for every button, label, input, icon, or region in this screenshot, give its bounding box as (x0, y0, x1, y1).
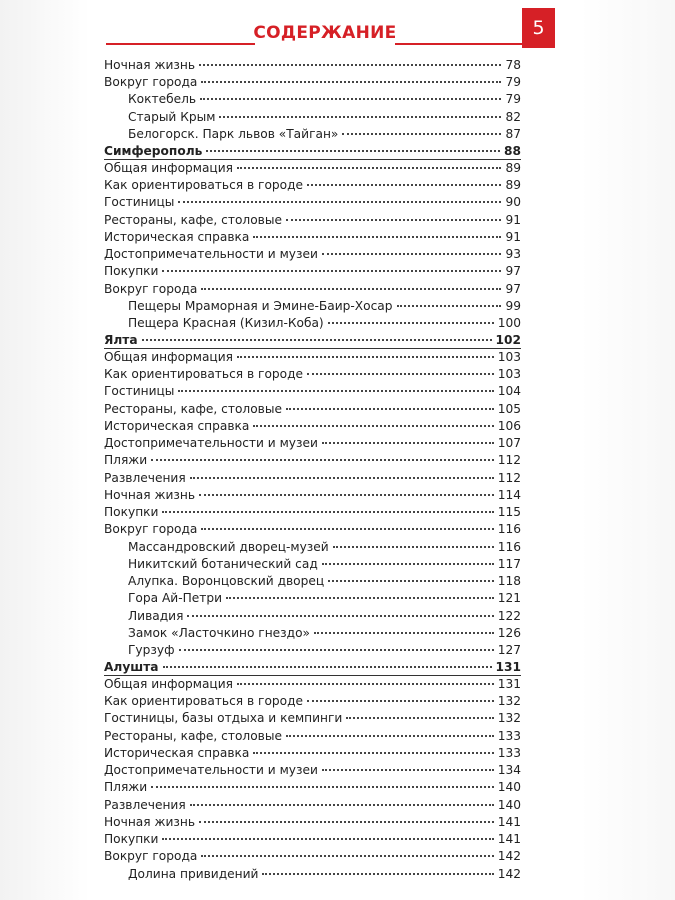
dot-leader (346, 717, 493, 719)
dot-leader (219, 116, 501, 118)
toc-entry-row (104, 418, 521, 435)
toc-page-number: 78 (505, 58, 521, 72)
toc-entry-row (104, 366, 521, 383)
toc-page-number: 104 (497, 384, 521, 399)
toc-page-number: 89 (505, 160, 521, 175)
toc-entry-row (104, 349, 521, 366)
toc-entry-title: Развлечения (104, 797, 186, 812)
dot-leader (178, 201, 501, 203)
toc-entry-row (104, 848, 521, 865)
toc-entry-title: Общая информация (104, 349, 233, 364)
toc-subentry-row (104, 625, 521, 642)
toc-page-number: 82 (505, 109, 521, 124)
dot-leader (237, 683, 494, 685)
toc-page-number: 100 (497, 316, 521, 331)
dot-leader (237, 167, 502, 169)
page-number-badge: 5 (522, 8, 555, 48)
toc-entry-row (104, 194, 521, 211)
toc-entry-title: Коктебель (128, 92, 197, 107)
toc-entry-row (104, 728, 521, 745)
toc-entry-title: Историческая справка (104, 229, 250, 244)
toc-page-number: 91 (505, 212, 521, 227)
toc-entry-title: Рестораны, кафе, столовые (104, 212, 282, 227)
toc-entry-title: Ночная жизнь (104, 487, 195, 502)
toc-entry-row (104, 470, 521, 487)
dot-leader (333, 546, 494, 548)
toc-entry-title: Достопримечательности и музеи (104, 763, 318, 778)
toc-page-number: 99 (505, 298, 521, 313)
dot-leader (253, 752, 493, 754)
toc-section-row (104, 659, 521, 676)
toc-entry-title: Общая информация (104, 160, 233, 175)
toc-page-number: 118 (497, 574, 521, 589)
toc-entry-row (104, 487, 521, 504)
toc-entry-row (104, 435, 521, 452)
dot-leader (201, 528, 493, 530)
toc-page-number: 116 (497, 539, 521, 554)
toc-entry-row (104, 676, 521, 693)
dot-leader (179, 649, 494, 651)
toc-entry-title: Рестораны, кафе, столовые (104, 401, 282, 416)
dot-leader (262, 873, 493, 875)
toc-entry-title: Ялта (104, 333, 138, 348)
toc-page-number: 142 (497, 849, 521, 864)
toc-section-row (104, 332, 521, 349)
toc-page-number: 134 (497, 763, 521, 778)
toc-entry-title: Массандровский дворец-музей (128, 539, 329, 554)
toc-entry-title: Историческая справка (104, 745, 250, 760)
toc-page-number: 114 (497, 487, 521, 502)
toc-page-number: 140 (497, 780, 521, 795)
toc-page-number: 133 (497, 745, 521, 760)
toc-entry-title: Никитский ботанический сад (128, 556, 318, 571)
toc-page-number: 142 (497, 866, 521, 881)
toc-subentry-row (104, 556, 521, 573)
toc-entry-row (104, 745, 521, 762)
toc-entry-title: Симферополь (104, 144, 203, 159)
toc-entry-row (104, 797, 521, 814)
toc-page-number: 89 (505, 178, 521, 193)
toc-entry-title: Достопримечательности и музеи (104, 247, 318, 262)
toc-entry-title: Покупки (104, 832, 159, 847)
toc-entry-title: Ливадия (128, 608, 184, 623)
dot-leader (322, 769, 494, 771)
toc-entry-row (104, 160, 521, 177)
toc-entry-title: Белогорск. Парк львов «Тайган» (128, 126, 339, 141)
toc-entry-row (104, 710, 521, 727)
toc-entry-title: Пляжи (104, 453, 148, 468)
dot-leader (286, 735, 494, 737)
toc-page-number: 133 (497, 728, 521, 743)
toc-entry-row (104, 693, 521, 710)
toc-subentry-row (104, 298, 521, 315)
toc-page-number: 103 (497, 349, 521, 364)
dot-leader (162, 511, 493, 513)
dot-leader (178, 390, 493, 392)
toc-entry-title: Пещеры Мраморная и Эмине-Баир-Хосар (128, 298, 393, 313)
dot-leader (322, 253, 502, 255)
toc-page-number: 121 (497, 591, 521, 606)
toc-page-number: 141 (497, 814, 521, 829)
toc-entry-row (104, 762, 521, 779)
toc-entry-title: Вокруг города (104, 849, 198, 864)
toc-page-number: 141 (497, 832, 521, 847)
toc-page-number: 131 (497, 676, 521, 691)
toc-page-number: 140 (497, 797, 521, 812)
toc-entry-title: Старый Крым (128, 109, 216, 124)
toc-subentry-row (104, 573, 521, 590)
toc-entry-row (104, 779, 521, 796)
table-of-contents (104, 57, 521, 883)
toc-entry-title: Пещера Красная (Кизил-Коба) (128, 316, 324, 331)
toc-entry-title: Покупки (104, 264, 159, 279)
toc-entry-title: Общая информация (104, 676, 233, 691)
dot-leader (151, 459, 494, 461)
toc-entry-title: Алупка. Воронцовский дворец (128, 574, 325, 589)
dot-leader (307, 700, 494, 702)
toc-entry-row (104, 263, 521, 280)
toc-entry-title: Как ориентироваться в городе (104, 367, 304, 382)
toc-page-number: 127 (497, 642, 521, 657)
dot-leader (200, 98, 501, 100)
dot-leader (342, 133, 501, 135)
toc-entry-row (104, 246, 521, 263)
toc-entry-row (104, 229, 521, 246)
dot-leader (199, 494, 494, 496)
toc-page-number: 105 (497, 401, 521, 416)
toc-entry-row (104, 212, 521, 229)
toc-entry-row (104, 57, 521, 74)
toc-entry-title: Ночная жизнь (104, 58, 195, 72)
toc-subentry-row (104, 315, 521, 332)
toc-entry-title: Гурзуф (128, 642, 175, 657)
toc-entry-title: Алушта (104, 660, 159, 675)
dot-leader (322, 442, 494, 444)
toc-entry-title: Гостиницы (104, 384, 175, 399)
toc-entry-title: Гора Ай-Петри (128, 591, 223, 606)
toc-entry-title: Достопримечательности и музеи (104, 436, 318, 451)
page-shadow-left (0, 0, 90, 900)
page-margin-right (580, 0, 675, 900)
toc-page-number: 103 (497, 367, 521, 382)
dot-leader (253, 236, 501, 238)
toc-page-number: 122 (497, 608, 521, 623)
toc-page-number: 79 (505, 75, 521, 90)
dot-leader (201, 855, 493, 857)
toc-entry-row (104, 831, 521, 848)
toc-page-number: 88 (504, 144, 521, 159)
toc-page-number: 132 (497, 711, 521, 726)
dot-leader (187, 615, 493, 617)
toc-entry-row (104, 383, 521, 400)
dot-leader (151, 786, 494, 788)
toc-page-number: 117 (497, 556, 521, 571)
toc-entry-row (104, 521, 521, 538)
dot-leader (314, 632, 494, 634)
toc-subentry-row (104, 608, 521, 625)
toc-page-number: 112 (497, 453, 521, 468)
dot-leader (201, 288, 501, 290)
dot-leader (163, 666, 492, 668)
dot-leader (190, 477, 494, 479)
dot-leader (307, 373, 494, 375)
toc-entry-title: Долина привидений (128, 866, 259, 881)
toc-subentry-row (104, 539, 521, 556)
dot-leader (226, 597, 494, 599)
toc-entry-title: Замок «Ласточкино гнездо» (128, 625, 310, 640)
dot-leader (253, 425, 493, 427)
dot-leader (142, 339, 492, 341)
toc-page-number: 132 (497, 694, 521, 709)
toc-subentry-row (104, 866, 521, 883)
toc-page-number: 90 (505, 195, 521, 210)
toc-page-number: 131 (495, 660, 521, 675)
toc-entry-title: Покупки (104, 505, 159, 520)
toc-page-number: 79 (505, 92, 521, 107)
dot-leader (328, 580, 494, 582)
toc-entry-title: Ночная жизнь (104, 814, 195, 829)
dot-leader (162, 838, 493, 840)
toc-entry-title: Пляжи (104, 780, 148, 795)
toc-page-number: 93 (505, 247, 521, 262)
dot-leader (199, 64, 501, 66)
toc-subentry-row (104, 126, 521, 143)
dot-leader (286, 408, 494, 410)
toc-page-number: 97 (505, 264, 521, 279)
toc-entry-title: Развлечения (104, 470, 186, 485)
dot-leader (328, 322, 494, 324)
dot-leader (397, 305, 502, 307)
dot-leader (201, 81, 501, 83)
toc-entry-title: Как ориентироваться в городе (104, 694, 304, 709)
toc-entry-row (104, 401, 521, 418)
dot-leader (199, 821, 494, 823)
toc-entry-row (104, 281, 521, 298)
toc-page-number: 107 (497, 436, 521, 451)
toc-entry-title: Как ориентироваться в городе (104, 178, 304, 193)
toc-entry-row (104, 74, 521, 91)
toc-entry-title: Гостиницы (104, 195, 175, 210)
toc-page-number: 87 (505, 126, 521, 141)
toc-page-number: 102 (495, 333, 521, 348)
toc-entry-title: Рестораны, кафе, столовые (104, 728, 282, 743)
toc-entry-row (104, 504, 521, 521)
toc-entry-title: Гостиницы, базы отдыха и кемпинги (104, 711, 343, 726)
toc-subentry-row (104, 642, 521, 659)
toc-entry-title: Вокруг города (104, 281, 198, 296)
page-title: СОДЕРЖАНИЕ (253, 23, 397, 43)
dot-leader (237, 356, 494, 358)
toc-page-number: 97 (505, 281, 521, 296)
toc-entry-row (104, 814, 521, 831)
toc-entry-row (104, 177, 521, 194)
toc-page-number: 91 (505, 229, 521, 244)
toc-subentry-row (104, 109, 521, 126)
toc-entry-title: Вокруг города (104, 522, 198, 537)
toc-entry-title: Историческая справка (104, 418, 250, 433)
toc-page-number: 126 (497, 625, 521, 640)
toc-page-number: 106 (497, 418, 521, 433)
dot-leader (206, 150, 500, 152)
dot-leader (307, 184, 501, 186)
toc-entry-row (104, 452, 521, 469)
dot-leader (162, 270, 501, 272)
dot-leader (190, 804, 494, 806)
toc-page-number: 112 (497, 470, 521, 485)
toc-subentry-row (104, 590, 521, 607)
toc-entry-title: Вокруг города (104, 75, 198, 90)
dot-leader (322, 563, 494, 565)
toc-page-number: 116 (497, 522, 521, 537)
toc-section-row (104, 143, 521, 160)
dot-leader (286, 219, 502, 221)
toc-page-number: 115 (497, 505, 521, 520)
toc-subentry-row (104, 91, 521, 108)
